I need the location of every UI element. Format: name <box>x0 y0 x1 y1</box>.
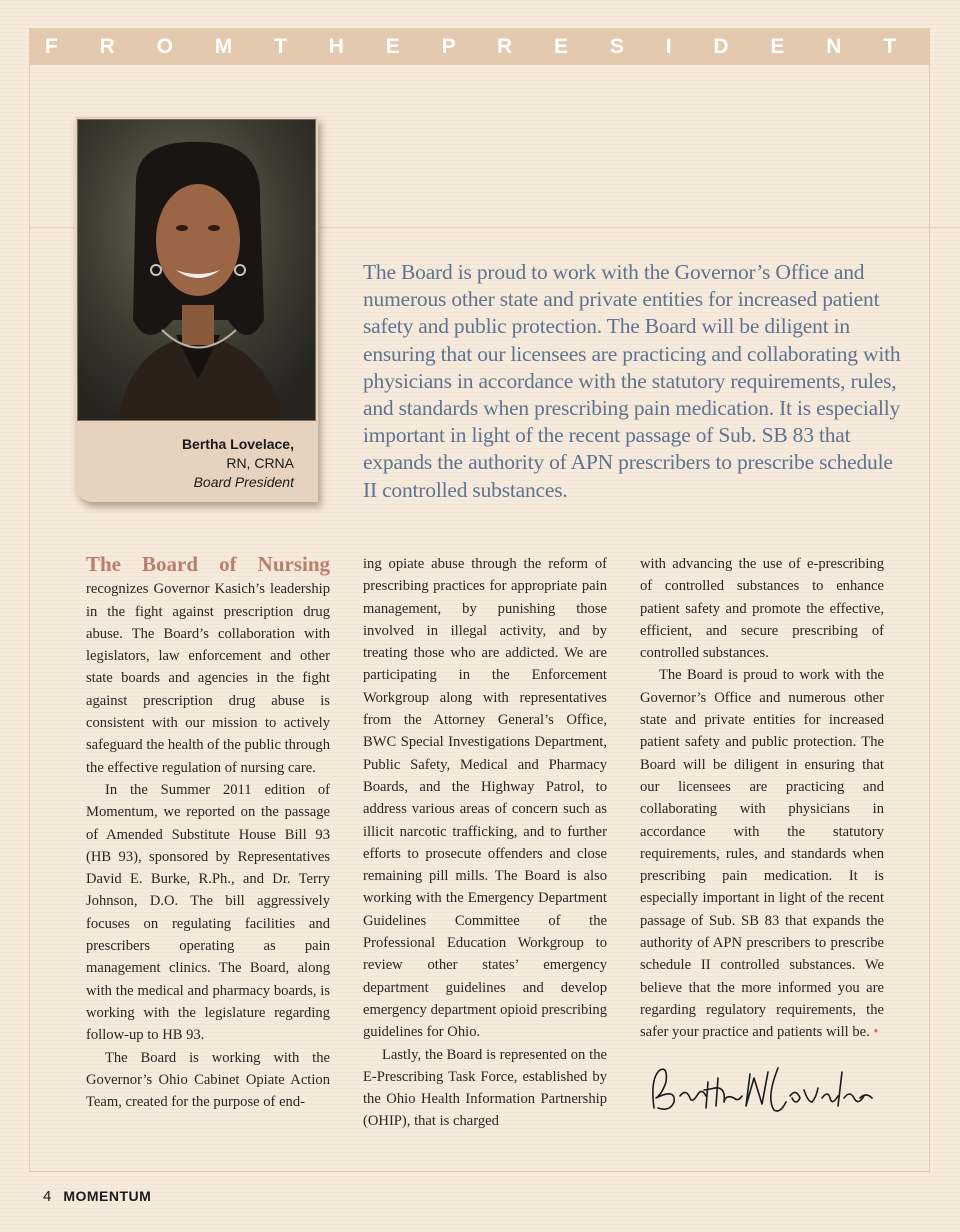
article-lead-in: The Board of Nursing <box>86 552 330 576</box>
president-portrait <box>77 119 316 421</box>
photo-caption <box>182 435 294 492</box>
article-column-2 <box>363 553 607 1133</box>
publication-name: MOMENTUM <box>63 1188 152 1204</box>
paragraph: with advancing the use of e-prescribing of controlled substances to enhance patient safety and promote the effective, efficient, and secure prescribing of controlled substances. <box>640 556 884 662</box>
article-column-3 <box>640 553 884 1044</box>
paragraph: In the Summer 2011 edition of Momentum, we reported on the passage of Amended Substitute House Bill 93 (HB 93), sponsored by Representatives David E. Burke, R.Ph., and Dr. Terry Johnson, D.O. The bill aggressively focuses on regulating facilities and prescribers operating as pain management clinics. The Board, along with the medical and pharmacy boards, is working with the legislature regarding follow-up to HB 93. <box>86 781 330 1044</box>
pull-quote: The Board is proud to work with the Governor’s Office and numerous other state and private entities for increased patient safety and public protection. The Board will be diligent in ensuring that our licensees are practicing and collaborating with physicians in accordance with the statutory requirements, rules, and standards when prescribing pain medication. It is especially important in light of the recent passage of Sub. SB 83 that expands the authority of APN prescribers to prescribe schedule II controlled substances. <box>363 260 901 502</box>
paragraph <box>86 553 330 779</box>
end-mark-icon: • <box>873 1024 879 1041</box>
paragraph: ing opiate abuse through the reform of prescribing practices for appropriate pain management, by punishing those involved in illegal activity, and by treating those who are addicted. We are participating in the Enforcement Workgroup along with representatives from the Attorney General’s Office, BWC Special Investigations Department, Public Safety, Medical and Pharmacy Boards, and the Highway Patrol, to address various areas of concern such as illicit narcotic trafficking, and to further efforts to prosecute offenders and close remaining pill mills. The Board is also working with the Emergency Department Guidelines Committee of the Professional Education Workgroup to review other states’ emergency department guidelines and develop emergency department opioid prescribing guidelines for Ohio. <box>363 556 607 1041</box>
president-photo-card <box>75 117 318 502</box>
page-footer <box>43 1188 151 1205</box>
paragraph: The Board is working with the Governor’s Ohio Cabinet Opiate Action Team, created for the purpose of end- <box>86 1049 330 1111</box>
article-column-1 <box>86 553 330 1113</box>
paragraph-text: recognizes Governor Kasich’s leadership in the fight against prescription drug abuse. The Board’s collaboration with legislators, law enforcement and other state boards and agencies in the fight against prescription drug abuse is consistent with our mission to actively safeguard the health of the public through the effective regulation of nursing care. <box>86 581 330 776</box>
portrait-illustration <box>78 120 316 421</box>
paragraph-text: The Board is proud to work with the Governor’s Office and numerous other state and private entities for increased patient safety and public protection. The Board will be diligent in ensuring that our licensees are practicing and collaborating with physicians in accordance with the statutory requirements, rules, and standards when prescribing pain medication. It is especially important in light of the recent passage of Sub. SB 83 that expands the authority of APN prescribers to prescribe schedule II controlled substances. We believe that the more informed you are regarding regulatory requirements, the safer your practice and patients will be. <box>640 667 884 1041</box>
caption-credentials: RN, CRNA <box>226 455 294 471</box>
page-number: 4 <box>43 1188 52 1205</box>
caption-name: Bertha Lovelace, <box>181 436 294 452</box>
paragraph <box>640 664 884 1043</box>
paragraph: Lastly, the Board is represented on the E-Prescribing Task Force, established by the Ohio Health Information Partnership (OHIP), that is charged <box>363 1046 607 1130</box>
caption-title: Board President <box>193 474 294 490</box>
president-signature <box>646 1058 876 1118</box>
section-banner: F R O M T H E P R E S I D E N T <box>29 28 930 65</box>
